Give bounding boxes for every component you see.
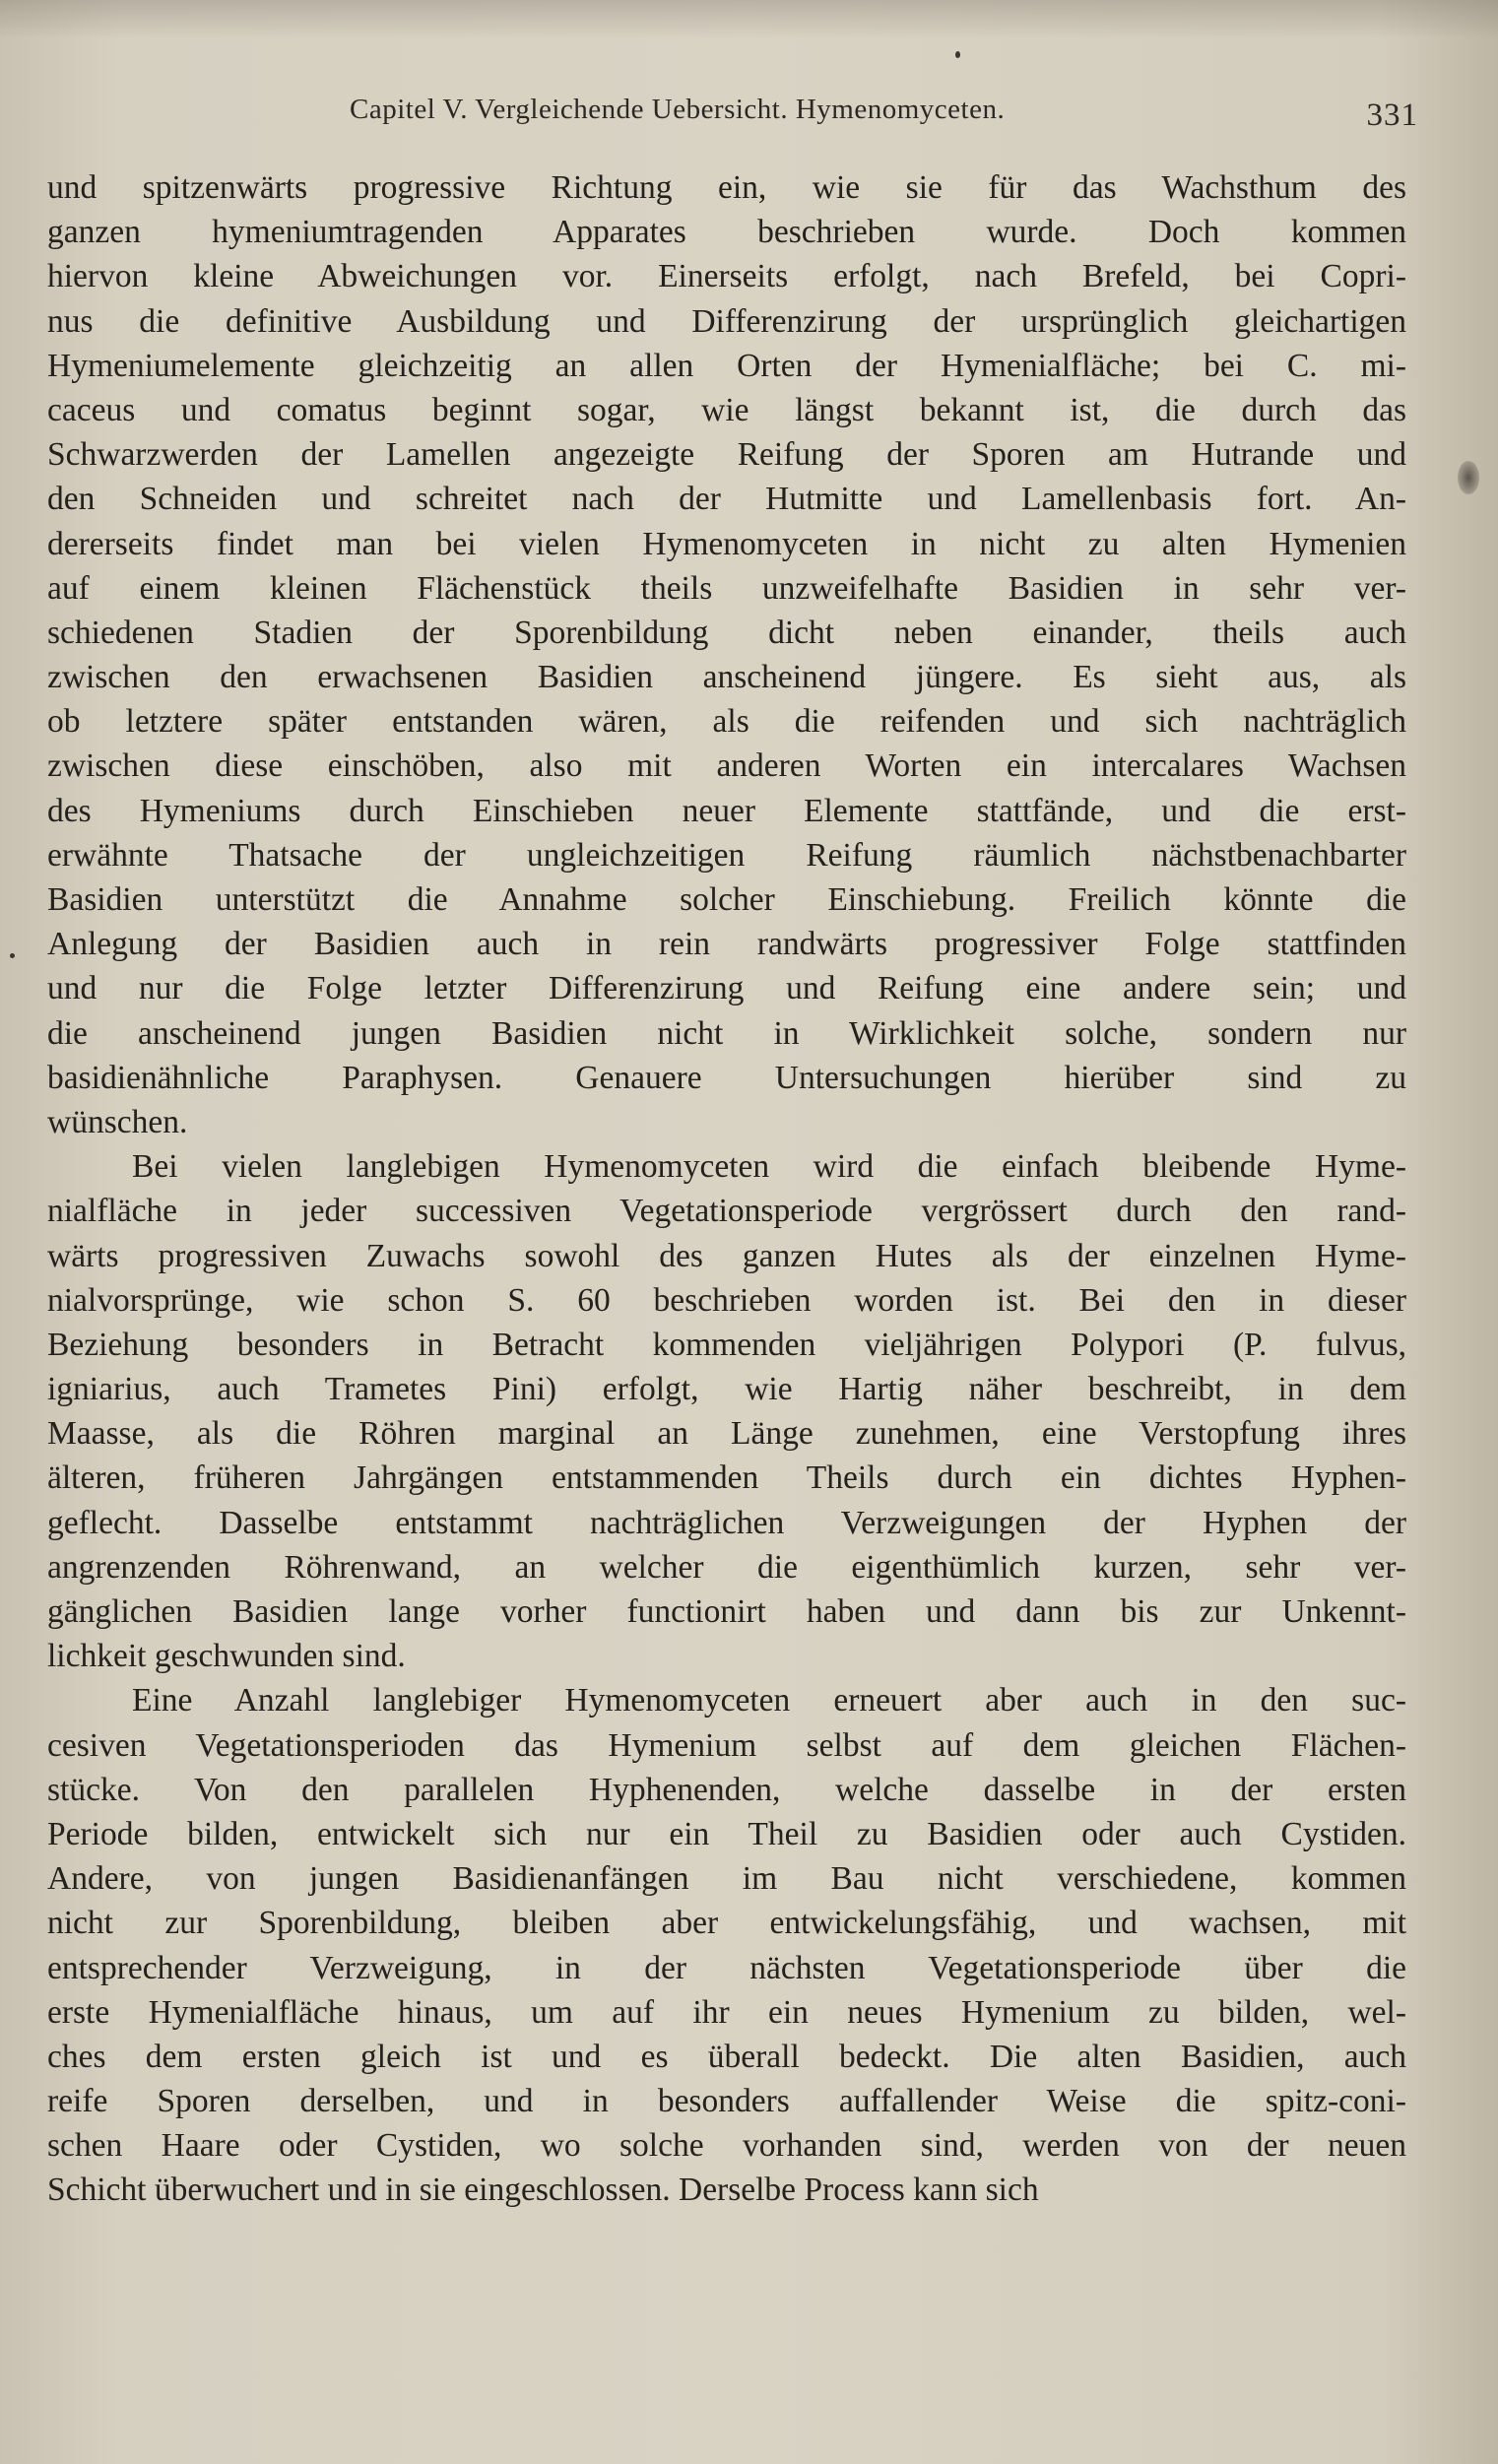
text-line: dererseits findet man bei vielen Hymenomyceten in nicht zu alten Hymenien: [47, 525, 1406, 562]
text-line: älteren, früheren Jahrgängen entstammenden Theils durch ein dichtes Hyphen-: [47, 1459, 1406, 1497]
text-line: zwischen diese einschöben, also mit anderen Worten ein intercalares Wachsen: [47, 747, 1406, 785]
text-line: Eine Anzahl langlebiger Hymenomyceten erneuert aber auch in den suc-: [132, 1682, 1406, 1719]
text-line: ganzen hymeniumtragenden Apparates beschrieben wurde. Doch kommen: [47, 214, 1406, 251]
text-line: nus die definitive Ausbildung und Differenzirung der ursprünglich gleichartigen: [47, 302, 1406, 340]
text-line: nialvorsprünge, wie schon S. 60 beschrieben worden ist. Bei den in dieser: [47, 1281, 1406, 1319]
text-line: Andere, von jungen Basidienanfängen im Bau nicht verschiedene, kommen: [47, 1860, 1406, 1898]
text-line: gänglichen Basidien lange vorher functionirt haben und dann bis zur Unkennt-: [47, 1593, 1406, 1630]
text-line: Hymeniumelemente gleichzeitig an allen Orten der Hymenialfläche; bei C. mi-: [47, 347, 1406, 384]
text-line: des Hymeniums durch Einschieben neuer Elemente stattfände, und die erst-: [47, 792, 1406, 829]
text-line: caceus und comatus beginnt sogar, wie längst bekannt ist, die durch das: [47, 391, 1406, 428]
text-line: Anlegung der Basidien auch in rein randwärts progressiver Folge stattfinden: [47, 926, 1406, 963]
paragraph: [47, 1678, 1406, 2212]
text-line: lichkeit geschwunden sind.: [47, 1638, 406, 1675]
text-line: und nur die Folge letzter Differenzirung und Reifung eine andere sein; und: [47, 970, 1406, 1007]
running-title: Capitel V. Vergleichende Uebersicht. Hymenomyceten.: [350, 94, 1006, 125]
text-line: hiervon kleine Abweichungen vor. Einerseits erfolgt, nach Brefeld, bei Copri-: [47, 258, 1406, 295]
text-line: Basidien unterstützt die Annahme solcher Einschiebung. Freilich könnte die: [47, 881, 1406, 918]
text-line: auf einem kleinen Flächenstück theils unzweifelhafte Basidien in sehr ver-: [47, 569, 1406, 607]
text-line: entsprechender Verzweigung, in der nächsten Vegetationsperiode über die: [47, 1949, 1406, 1986]
paragraph: [47, 165, 1406, 1144]
margin-smudge: [1458, 461, 1479, 494]
text-line: schen Haare oder Cystiden, wo solche vorhanden sind, werden von der neuen: [47, 2127, 1406, 2165]
paragraph: [47, 1144, 1406, 1678]
text-line: Schwarzwerden der Lamellen angezeigte Reifung der Sporen am Hutrande und: [47, 436, 1406, 474]
text-line: stücke. Von den parallelen Hyphenenden, welche dasselbe in der ersten: [47, 1771, 1406, 1808]
text-line: basidienähnliche Paraphysen. Genauere Untersuchungen hierüber sind zu: [47, 1059, 1406, 1096]
text-line: und spitzenwärts progressive Richtung ein, wie sie für das Wachsthum des: [47, 169, 1406, 206]
print-speck: [10, 953, 15, 958]
text-line: wünschen.: [47, 1103, 188, 1140]
text-line: angrenzenden Röhrenwand, an welcher die eigenthümlich kurzen, sehr ver-: [47, 1548, 1406, 1586]
text-line: den Schneiden und schreitet nach der Hutmitte und Lamellenbasis fort. An-: [47, 481, 1406, 518]
text-line: Maasse, als die Röhren marginal an Länge zunehmen, eine Verstopfung ihres: [47, 1415, 1406, 1453]
text-line: erwähnte Thatsache der ungleichzeitigen Reifung räumlich nächstbenachbarter: [47, 836, 1406, 874]
text-line: Beziehung besonders in Betracht kommenden vieljährigen Polypori (P. fulvus,: [47, 1326, 1406, 1363]
text-line: cesiven Vegetationsperioden das Hymenium selbst auf dem gleichen Flächen-: [47, 1726, 1406, 1764]
page-number: 331: [1366, 97, 1418, 133]
text-line: zwischen den erwachsenen Basidien anscheinend jüngere. Es sieht aus, als: [47, 659, 1406, 696]
text-line: die anscheinend jungen Basidien nicht in Wirklichkeit solche, sondern nur: [47, 1014, 1406, 1052]
text-line: wärts progressiven Zuwachs sowohl des ganzen Hutes als der einzelnen Hyme-: [47, 1237, 1406, 1274]
text-line: erste Hymenialfläche hinaus, um auf ihr ein neues Hymenium zu bilden, wel-: [47, 1993, 1406, 2031]
text-line: schiedenen Stadien der Sporenbildung dicht neben einander, theils auch: [47, 614, 1406, 651]
text-line: nicht zur Sporenbildung, bleiben aber entwickelungsfähig, und wachsen, mit: [47, 1905, 1406, 1942]
text-line: geflecht. Dasselbe entstammt nachträglichen Verzweigungen der Hyphen der: [47, 1504, 1406, 1541]
text-line: igniarius, auch Trametes Pini) erfolgt, wie Hartig näher beschreibt, in dem: [47, 1371, 1406, 1408]
print-speck: [955, 51, 960, 58]
running-header: [69, 94, 1418, 153]
text-line: Schicht überwuchert und in sie eingeschlossen. Derselbe Process kann sich: [47, 2172, 1039, 2209]
text-line: ches dem ersten gleich ist und es überall bedeckt. Die alten Basidien, auch: [47, 2038, 1406, 2075]
text-line: reife Sporen derselben, und in besonders auffallender Weise die spitz-coni-: [47, 2083, 1406, 2120]
text-line: Bei vielen langlebigen Hymenomyceten wird die einfach bleibende Hyme-: [132, 1148, 1406, 1186]
text-line: Periode bilden, entwickelt sich nur ein Theil zu Basidien oder auch Cystiden.: [47, 1815, 1406, 1852]
text-line: ob letztere später entstanden wären, als die reifenden und sich nachträglich: [47, 703, 1406, 741]
page-shadow: [0, 0, 1498, 39]
text-line: nialfläche in jeder successiven Vegetationsperiode vergrössert durch den rand-: [47, 1193, 1406, 1230]
body-text: [47, 165, 1406, 2213]
